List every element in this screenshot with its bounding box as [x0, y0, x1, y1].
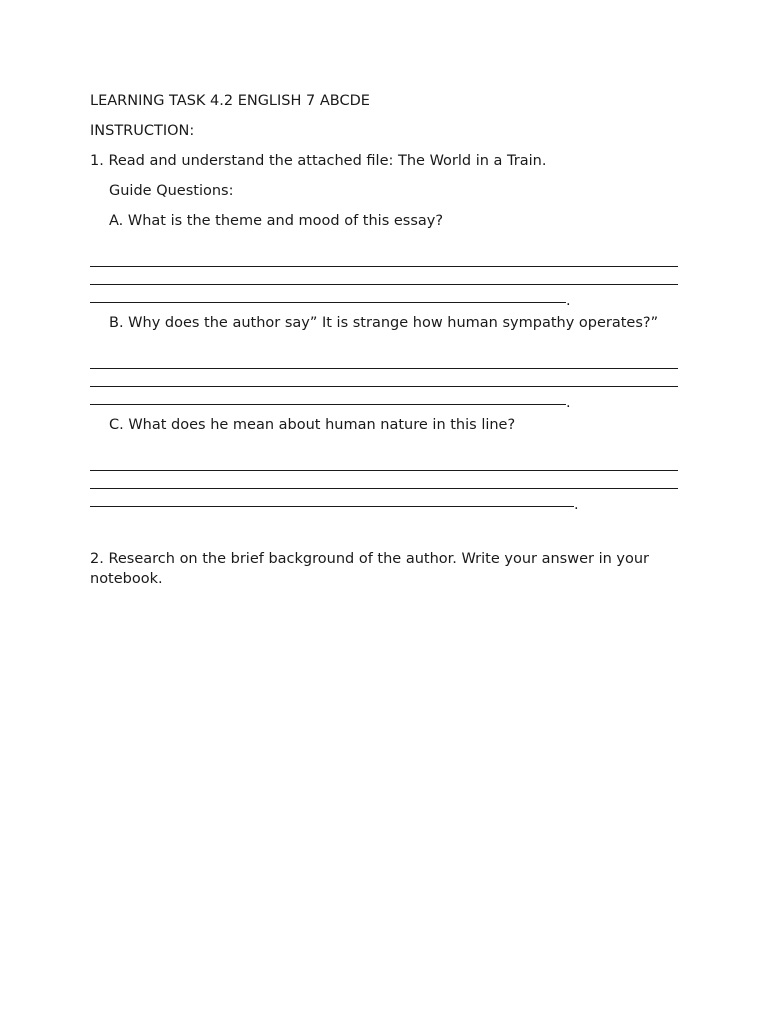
line-end-period: . — [566, 395, 571, 411]
question-a: A. What is the theme and mood of this essay? — [109, 213, 444, 229]
answer-line[interactable] — [90, 489, 579, 513]
instruction-label: INSTRUCTION: — [90, 123, 195, 139]
answer-line[interactable] — [90, 453, 678, 471]
worksheet-page — [90, 91, 678, 589]
answer-line[interactable] — [90, 387, 571, 411]
answer-line[interactable] — [90, 249, 678, 267]
answer-line[interactable] — [90, 369, 678, 387]
question-c: C. What does he mean about human nature in this line? — [109, 417, 516, 433]
answer-lines-a — [90, 249, 678, 309]
answer-line[interactable] — [90, 351, 678, 369]
answer-line[interactable] — [90, 267, 678, 285]
guide-questions-label: Guide Questions: — [109, 183, 234, 199]
answer-line[interactable] — [90, 285, 571, 309]
line-end-period: . — [566, 293, 571, 309]
instruction-item-2: 2. Research on the brief background of the author. Write your answer in your notebook. — [90, 551, 654, 587]
worksheet-title: LEARNING TASK 4.2 ENGLISH 7 ABCDE — [90, 93, 370, 109]
answer-lines-c — [90, 453, 678, 513]
question-b: B. Why does the author say” It is strange how human sympathy operates?” — [109, 315, 659, 331]
answer-line[interactable] — [90, 471, 678, 489]
answer-lines-b — [90, 351, 678, 411]
line-end-period: . — [574, 497, 579, 513]
instruction-item-1: 1. Read and understand the attached file: The World in a Train. — [90, 153, 547, 169]
